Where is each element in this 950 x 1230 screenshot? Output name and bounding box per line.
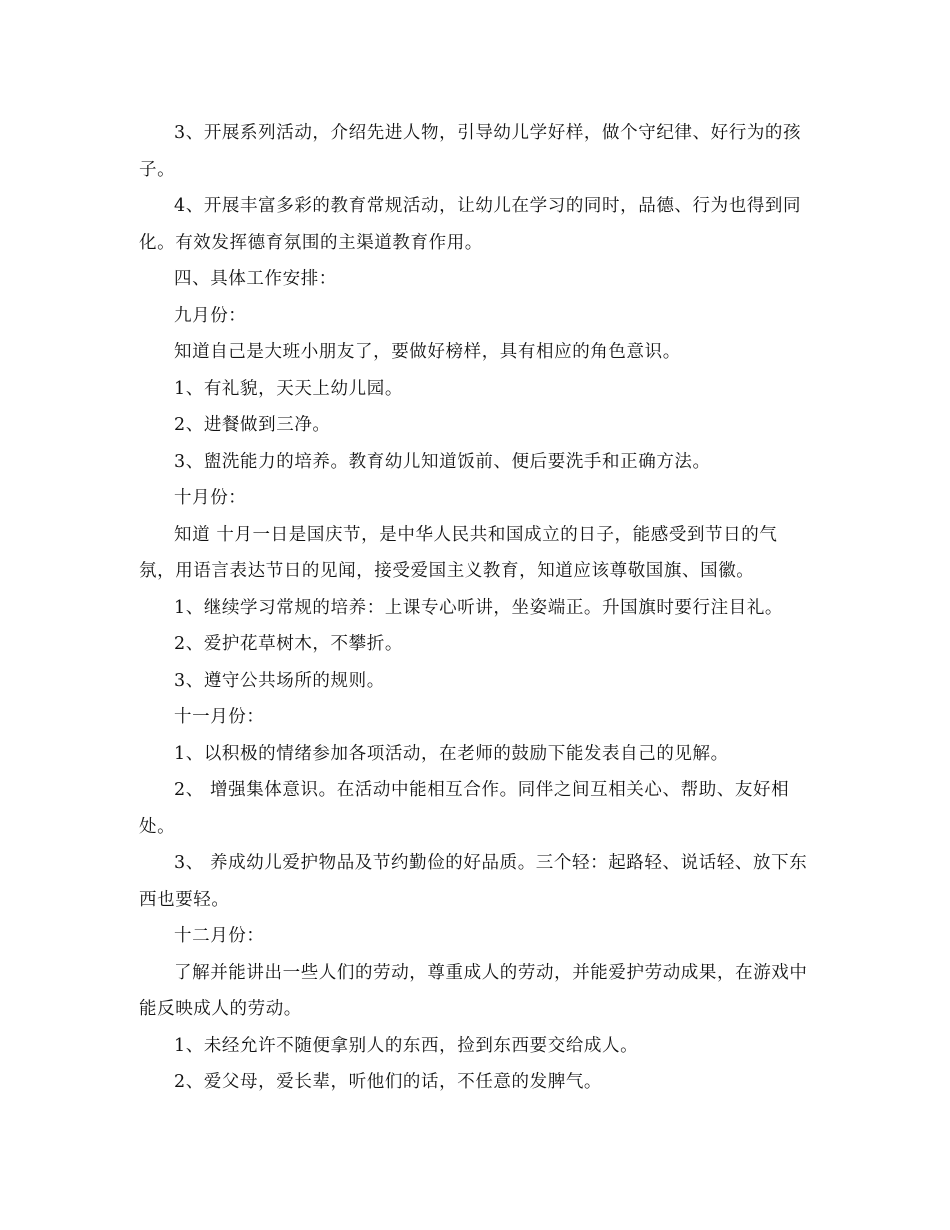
list-item-september-3: 3、盥洗能力的培养。教育幼儿知道饭前、便后要洗手和正确方法。: [174, 451, 711, 472]
month-heading-september: 九月份：: [174, 305, 247, 326]
list-item-october-2: 2、爱护花草树木，不攀折。: [174, 634, 403, 654]
month-heading-december: 十二月份：: [174, 926, 265, 946]
paragraph-activities-3: 3、开展系列活动，介绍先进人物，引导幼儿学好样，做个守纪律、好行为的孩子。: [139, 123, 802, 180]
list-item-september-1: 1、有礼貌，天天上幼儿园。: [174, 378, 403, 399]
list-item-december-2: 2、爱父母，爱长辈，听他们的话，不任意的发脾气。: [174, 1072, 603, 1092]
list-item-october-1: 1、继续学习常规的培养：上课专心听讲，坐姿端正。升国旗时要行注目礼。: [174, 597, 784, 618]
list-item-november-3: 3、 养成幼儿爱护物品及节约勤俭的好品质。三个轻：起路轻、说话轻、放下东西也要轻。: [139, 853, 808, 910]
list-item-october-3: 3、遵守公共场所的规则。: [174, 670, 385, 691]
list-item-november-1: 1、以积极的情绪参加各项活动，在老师的鼓励下能发表自己的见解。: [174, 743, 729, 764]
paragraph-september-intro: 知道自己是大班小朋友了，要做好榜样，具有相应的角色意识。: [174, 342, 681, 362]
list-item-december-1: 1、未经允许不随便拿别人的东西，捡到东西要交给成人。: [174, 1035, 639, 1056]
list-item-november-2: 2、 增强集体意识。在活动中能相互合作。同伴之间互相关心、帮助、友好相处。: [139, 780, 790, 837]
month-heading-november: 十一月份：: [174, 707, 265, 727]
document-body: [139, 115, 811, 1101]
paragraph-activities-4: 4、开展丰富多彩的教育常规活动，让幼儿在学习的同时，品德、行为也得到同化。有效发挥德育氛围的主渠道教育作用。: [139, 196, 802, 253]
month-heading-october: 十月份：: [174, 488, 247, 508]
section-heading-schedule: 四、具体工作安排：: [174, 269, 337, 289]
list-item-september-2: 2、进餐做到三净。: [174, 415, 331, 435]
paragraph-october-intro: 知道 十月一日是国庆节，是中华人民共和国成立的日子，能感受到节日的气氛，用语言表达节日的见闻，接受爱国主义教育，知道应该尊敬国旗、国徽。: [139, 524, 778, 581]
paragraph-december-intro: 了解并能讲出一些人们的劳动，尊重成人的劳动，并能爱护劳动成果，在游戏中能反映成人的劳动。: [139, 962, 808, 1019]
